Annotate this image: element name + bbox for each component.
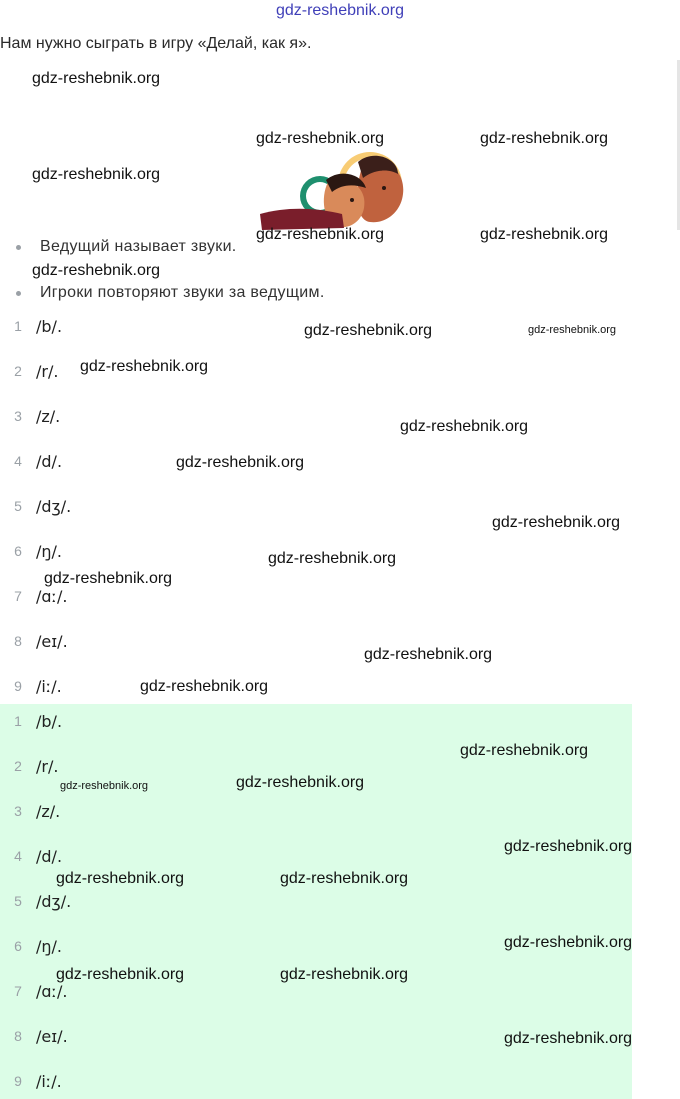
list-item — [0, 494, 71, 518]
list-item — [0, 844, 62, 868]
sound-text: /ŋ/. — [36, 936, 63, 956]
sound-text: /z/. — [36, 406, 61, 426]
list-number: 4 — [14, 453, 22, 469]
list-item — [0, 404, 60, 428]
watermark: gdz-reshebnik.org — [56, 966, 185, 983]
list-item — [0, 449, 62, 473]
watermark: gdz-reshebnik.org — [480, 130, 609, 147]
watermark: gdz-reshebnik.org — [140, 678, 269, 695]
watermark: gdz-reshebnik.org — [504, 934, 633, 951]
list-item — [0, 359, 58, 383]
list-number: 7 — [14, 983, 22, 999]
watermark: gdz-reshebnik.org — [236, 774, 365, 791]
watermark: gdz-reshebnik.org — [304, 322, 433, 339]
watermark: gdz-reshebnik.org — [176, 454, 305, 471]
sound-text: /iː/. — [36, 676, 62, 696]
sound-text: /dʒ/. — [36, 891, 72, 911]
sound-text: /eɪ/. — [36, 631, 68, 651]
watermark: gdz-reshebnik.org — [44, 570, 173, 587]
sound-text: /r/. — [36, 756, 59, 776]
watermark: gdz-reshebnik.org — [256, 226, 385, 243]
two-faces-illustration — [258, 144, 414, 234]
intro-text: Нам нужно сыграть в игру «Делай, как я». — [0, 35, 312, 52]
list-number: 5 — [14, 893, 22, 909]
list-number: 6 — [14, 543, 22, 559]
list-item — [0, 314, 62, 338]
watermark: gdz-reshebnik.org — [32, 166, 161, 183]
list-number: 8 — [14, 633, 22, 649]
list-item — [0, 799, 60, 823]
watermark: gdz-reshebnik.org — [504, 838, 633, 855]
header-watermark: gdz-reshebnik.org — [275, 2, 405, 19]
list-item — [0, 674, 62, 698]
watermark: gdz-reshebnik.org — [60, 780, 149, 792]
watermark: gdz-reshebnik.org — [528, 324, 617, 336]
list-item — [0, 709, 62, 733]
bullet-item — [16, 238, 237, 256]
bullet-text: Игроки повторяют звуки за ведущим. — [40, 284, 325, 301]
sound-text: /iː/. — [36, 1071, 62, 1091]
bullet-dot — [16, 291, 21, 296]
list-item — [0, 1024, 68, 1048]
watermark: gdz-reshebnik.org — [32, 262, 161, 279]
sound-text: /ŋ/. — [36, 541, 63, 561]
sound-text: /r/. — [36, 361, 59, 381]
sound-text: /d/. — [36, 451, 63, 471]
sound-text: /ɑː/. — [36, 586, 68, 606]
sound-text: /ɑː/. — [36, 981, 68, 1001]
list-item — [0, 889, 71, 913]
watermark: gdz-reshebnik.org — [56, 870, 185, 887]
list-item — [0, 754, 58, 778]
list-item — [0, 539, 62, 563]
list-number: 3 — [14, 803, 22, 819]
watermark: gdz-reshebnik.org — [256, 130, 385, 147]
list-number: 8 — [14, 1028, 22, 1044]
watermark: gdz-reshebnik.org — [32, 70, 161, 87]
list-number: 9 — [14, 1073, 22, 1089]
list-number: 9 — [14, 678, 22, 694]
list-number: 4 — [14, 848, 22, 864]
list-number: 3 — [14, 408, 22, 424]
watermark: gdz-reshebnik.org — [400, 418, 529, 435]
sound-text: /eɪ/. — [36, 1026, 68, 1046]
watermark: gdz-reshebnik.org — [460, 742, 589, 759]
watermark: gdz-reshebnik.org — [268, 550, 397, 567]
sound-text: /b/. — [36, 316, 63, 336]
list-number: 6 — [14, 938, 22, 954]
list-item — [0, 1069, 62, 1093]
sound-text: /dʒ/. — [36, 496, 72, 516]
list-item — [0, 934, 62, 958]
list-item — [0, 629, 68, 653]
bullet-dot — [16, 245, 21, 250]
bullet-text: Ведущий называет звуки. — [40, 238, 237, 255]
watermark: gdz-reshebnik.org — [492, 514, 621, 531]
watermark: gdz-reshebnik.org — [480, 226, 609, 243]
list-number: 7 — [14, 588, 22, 604]
watermark: gdz-reshebnik.org — [280, 966, 409, 983]
watermark: gdz-reshebnik.org — [364, 646, 493, 663]
list-number: 1 — [14, 318, 22, 334]
watermark: gdz-reshebnik.org — [280, 870, 409, 887]
watermark: gdz-reshebnik.org — [80, 358, 209, 375]
sound-text: /z/. — [36, 801, 61, 821]
watermark: gdz-reshebnik.org — [504, 1030, 633, 1047]
list-number: 5 — [14, 498, 22, 514]
list-number: 2 — [14, 363, 22, 379]
sound-text: /b/. — [36, 711, 63, 731]
list-number: 2 — [14, 758, 22, 774]
list-number: 1 — [14, 713, 22, 729]
bullet-item — [16, 284, 325, 302]
sound-text: /d/. — [36, 846, 63, 866]
